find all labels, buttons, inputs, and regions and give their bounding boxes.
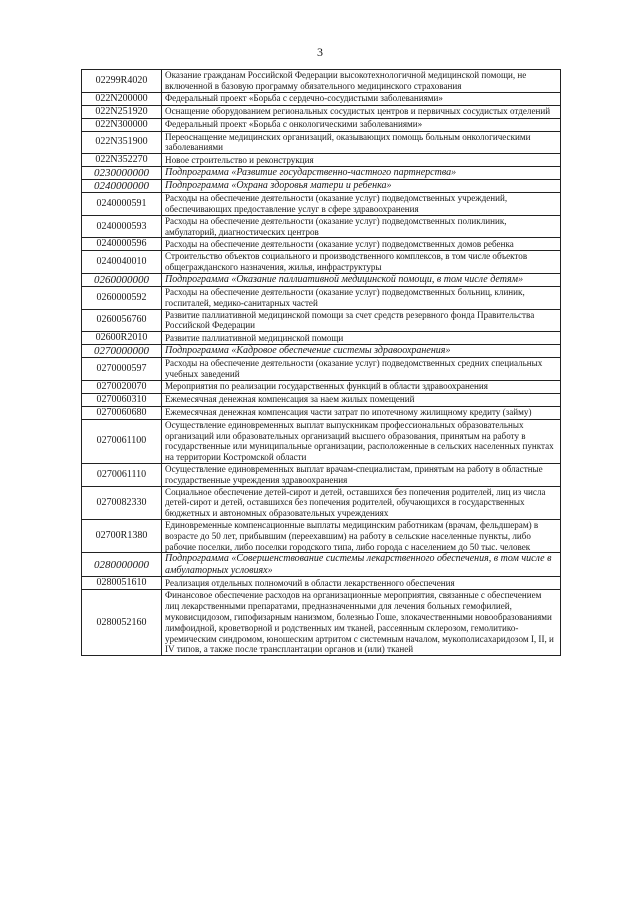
table-row [82,70,561,93]
classification-code: 0280051610 [82,577,162,590]
table-row [82,215,561,238]
classification-code: 0270020070 [82,380,162,393]
expense-description: Подпрограмма «Совершенствование системы лекарственного обеспечения, в том числе в амбулаторных условиях» [162,553,561,577]
expense-description: Подпрограмма «Охрана здоровья матери и ребенка» [162,180,561,193]
subprogram-row [82,180,561,193]
table-row [82,358,561,381]
expense-description: Финансовое обеспечение расходов на организационные мероприятия, связанные с обеспечением лиц лекарственными препаратами, предназначенными для лечения больных гемофилией, муковисцидозом, гипофизарным нанизмом, болезнью Гоше, злокачественными новообразованиями лимфоидной, кроветворной и родственных им тканей, рассеянным склерозом, гемолитико-уремическим синдромом, юношеским артритом с системным началом, мукополисахаридозом I, II, и IV типов, а также после трансплантации органов и (или) тканей [162,590,561,656]
classification-code: 02299R4020 [82,70,162,93]
expense-description: Оказание гражданам Российской Федерации высокотехнологичной медицинской помощи, не включенной в базовую программу обязательного медицинского страхования [162,70,561,93]
table-row [82,92,561,105]
classification-code: 0270000597 [82,358,162,381]
subprogram-row [82,553,561,577]
table-row [82,463,561,486]
table-row [82,238,561,251]
table-row [82,406,561,419]
classification-code: 0270000000 [82,345,162,358]
classification-code: 0260000000 [82,273,162,286]
expense-description: Реализация отдельных полномочий в области лекарственного обеспечения [162,577,561,590]
expense-description: Расходы на обеспечение деятельности (оказание услуг) подведомственных учреждений, обеспечивающих предоставление услуг в сфере здравоохранения [162,193,561,216]
table-row [82,286,561,309]
table-row [82,590,561,656]
classification-code: 02700R1380 [82,519,162,552]
expense-description: Мероприятия по реализации государственных функций в области здравоохранения [162,380,561,393]
table-row [82,193,561,216]
table-row [82,577,561,590]
budget-classification-table [81,69,561,656]
expense-description: Подпрограмма «Оказание паллиативной медицинской помощи, в том числе детям» [162,273,561,286]
expense-description: Единовременные компенсационные выплаты медицинским работникам (врачам, фельдшерам) в возрасте до 50 лет, прибывшим (переехавшим) на работу в сельские населенные пункты, либо рабочие поселки, либо поселки городского типа, либо города с населением до 50 тыс. человек [162,519,561,552]
expense-description: Осуществление единовременных выплат врачам-специалистам, принятым на работу в областные государственные учреждения здравоохранения [162,463,561,486]
classification-code: 0240000000 [82,180,162,193]
classification-code: 022N200000 [82,92,162,105]
classification-code: 0240000596 [82,238,162,251]
classification-code: 0270060680 [82,406,162,419]
subprogram-row [82,167,561,180]
table-row [82,380,561,393]
subprogram-row [82,273,561,286]
classification-code: 0240000593 [82,215,162,238]
classification-code: 02600R2010 [82,332,162,345]
table-row [82,309,561,332]
expense-description: Осуществление единовременных выплат выпускникам профессиональных образовательных организаций или образовательных организаций высшего образования, принятым на работу в государственные или муниципальные организации, расположенные в сельских населенных пунктах на территории Костромской области [162,419,561,463]
expense-description: Оснащение оборудованием региональных сосудистых центров и первичных сосудистых отделений [162,105,561,118]
classification-code: 0260056760 [82,309,162,332]
classification-code: 0260000592 [82,286,162,309]
table-row [82,154,561,167]
expense-description: Расходы на обеспечение деятельности (оказание услуг) подведомственных средних специальных учебных заведений [162,358,561,381]
table-row [82,519,561,552]
table-row [82,393,561,406]
classification-code: 0270061110 [82,463,162,486]
classification-code: 022N352270 [82,154,162,167]
classification-code: 022N351900 [82,131,162,154]
expense-description: Новое строительство и реконструкция [162,154,561,167]
expense-description: Расходы на обеспечение деятельности (оказание услуг) подведомственных поликлиник, амбулаторий, диагностических центров [162,215,561,238]
classification-code: 0240000591 [82,193,162,216]
classification-code: 0230000000 [82,167,162,180]
table-row [82,131,561,154]
expense-description: Федеральный проект «Борьба с сердечно-сосудистыми заболеваниями» [162,92,561,105]
classification-code: 022N300000 [82,118,162,131]
classification-code: 0270082330 [82,486,162,519]
classification-code: 0280052160 [82,590,162,656]
expense-description: Строительство объектов социального и производственного комплексов, в том числе объектов общегражданского назначения, жилья, инфраструктуры [162,251,561,274]
expense-description: Ежемесячная денежная компенсация части затрат по ипотечному жилищному кредиту (займу) [162,406,561,419]
classification-code: 022N251920 [82,105,162,118]
expense-description: Развитие паллиативной медицинской помощи [162,332,561,345]
table-row [82,332,561,345]
table-row [82,486,561,519]
classification-code: 0270060310 [82,393,162,406]
expense-description: Расходы на обеспечение деятельности (оказание услуг) подведомственных больниц, клиник, госпиталей, медико-санитарных частей [162,286,561,309]
expense-description: Развитие паллиативной медицинской помощи за счет средств резервного фонда Правительства Российской Федерации [162,309,561,332]
classification-code: 0280000000 [82,553,162,577]
table-row [82,251,561,274]
table-body [82,70,561,656]
expense-description: Федеральный проект «Борьба с онкологическими заболеваниями» [162,118,561,131]
expense-description: Переоснащение медицинских организаций, оказывающих помощь больным онкологическими заболеваниями [162,131,561,154]
classification-code: 0270061100 [82,419,162,463]
expense-description: Подпрограмма «Развитие государственно-частного партнерства» [162,167,561,180]
table-row [82,105,561,118]
expense-description: Подпрограмма «Кадровое обеспечение системы здравоохранения» [162,345,561,358]
table-row [82,419,561,463]
classification-code: 0240040010 [82,251,162,274]
page-number: 3 [317,45,323,59]
subprogram-row [82,345,561,358]
table-row [82,118,561,131]
expense-description: Расходы на обеспечение деятельности (оказание услуг) подведомственных домов ребенка [162,238,561,251]
expense-description: Ежемесячная денежная компенсация за наем жилых помещений [162,393,561,406]
expense-description: Социальное обеспечение детей-сирот и детей, оставшихся без попечения родителей, лиц из числа детей-сирот и детей, оставшихся без попечения родителей, обучающихся в государственных бюджетных и автономных образовательных учреждениях [162,486,561,519]
